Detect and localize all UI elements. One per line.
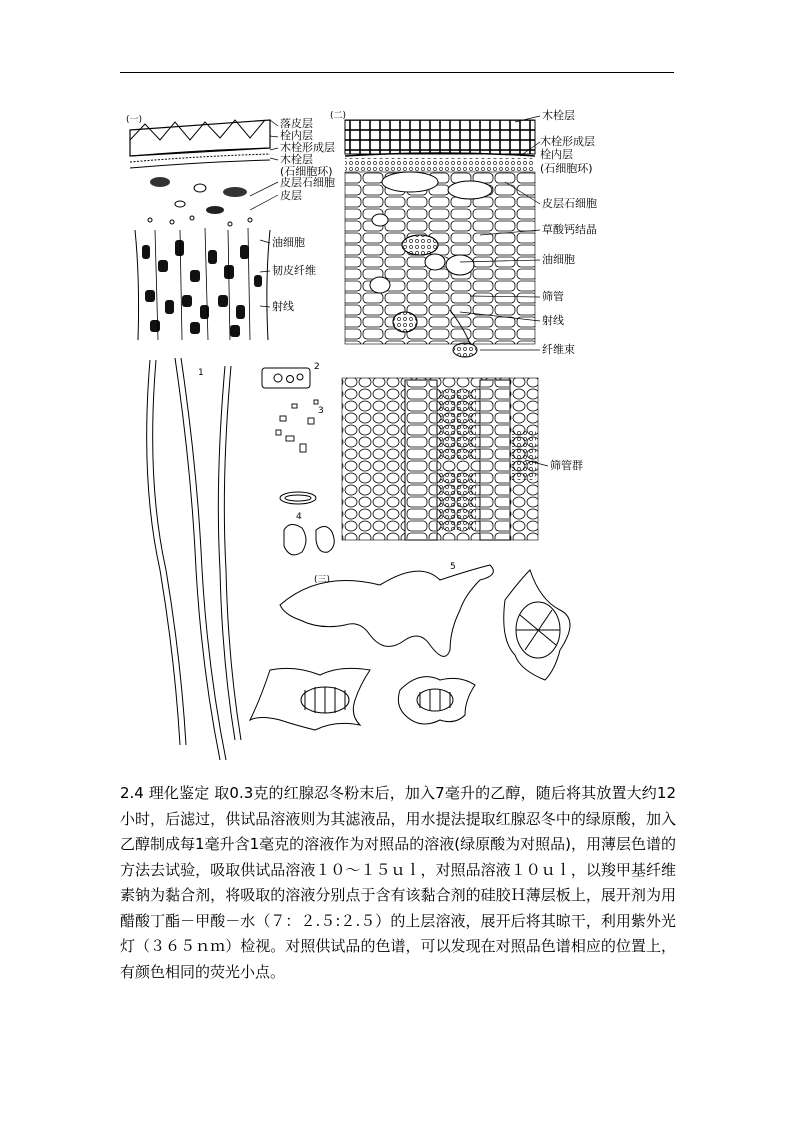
label-part1-5: (石细胞环) xyxy=(280,165,333,178)
figure-number-3: 3 xyxy=(318,406,324,416)
body-paragraph xyxy=(120,781,676,985)
label-part2-9: 射线 xyxy=(542,314,564,327)
part1-drawing xyxy=(130,120,278,340)
label-part2-5: 皮层石细胞 xyxy=(542,197,597,210)
label-part1-9: 韧皮纤维 xyxy=(272,264,316,277)
label-part2-1: 木栓层 xyxy=(542,109,575,122)
label-part1-8: 油细胞 xyxy=(272,236,305,249)
header-rule xyxy=(120,72,674,73)
figure-number-4: 4 xyxy=(296,512,302,522)
figure-number-2: 2 xyxy=(314,362,320,372)
label-part2-6: 草酸钙结晶 xyxy=(542,223,597,236)
label-part1-1: 落皮层 xyxy=(280,117,313,130)
section-mark-1: (一) xyxy=(126,115,143,125)
label-part1-6: 皮层石细胞 xyxy=(280,176,335,189)
figure-number-1: 1 xyxy=(198,368,204,378)
label-part1-10: 射线 xyxy=(272,300,294,313)
microscopy-figure xyxy=(120,100,620,760)
label-part1-3: 木栓形成层 xyxy=(280,141,335,154)
section-mark-3: (三) xyxy=(314,575,331,585)
label-part2-7: 油细胞 xyxy=(542,253,575,266)
label-part1-2: 栓内层 xyxy=(280,129,313,142)
label-part2-2: 木栓形成层 xyxy=(540,135,595,148)
part2-drawing xyxy=(342,116,548,540)
label-part2-8: 筛管 xyxy=(542,290,564,303)
label-part2-3: 栓内层 xyxy=(540,148,573,161)
label-part2-10: 纤维束 xyxy=(542,343,575,356)
figure-number-5: 5 xyxy=(450,562,456,572)
label-part1-4: 木栓层 xyxy=(280,153,313,166)
label-part2-4: (石细胞环) xyxy=(540,162,593,175)
paragraph-text: 2.4 理化鉴定 取0.3克的红腺忍冬粉末后，加入7毫升的乙醇，随后将其放置大约12小时，后滤过，供试品溶液则为其滤液品，用水提法提取红腺忍冬中的绿原酸，加入乙醇制成每1毫升含1毫克的溶液作为对照品的溶液(绿原酸为对照品)，用薄层色谱的方法去试验，吸取供试品溶液１０～１５ｕｌ，对照品溶液１０ｕｌ，以羧甲基纤维素钠为黏合剂，将吸取的溶液分别点于含有该黏合剂的硅胶Ｈ薄层板上，展开剂为用醋酸丁酯－甲酸－水（７：２.５:２.５）的上层溶液，展开后将其晾干，利用紫外光灯（３６５ｎｍ）检视。对照供试品的色谱，可以发现在对照品色谱相应的位置上，有颜色相同的荧光小点。 xyxy=(120,784,676,981)
label-part2-11: 筛管群 xyxy=(550,459,583,472)
section-mark-2: (二) xyxy=(330,111,347,121)
label-part1-7: 皮层 xyxy=(280,189,302,202)
